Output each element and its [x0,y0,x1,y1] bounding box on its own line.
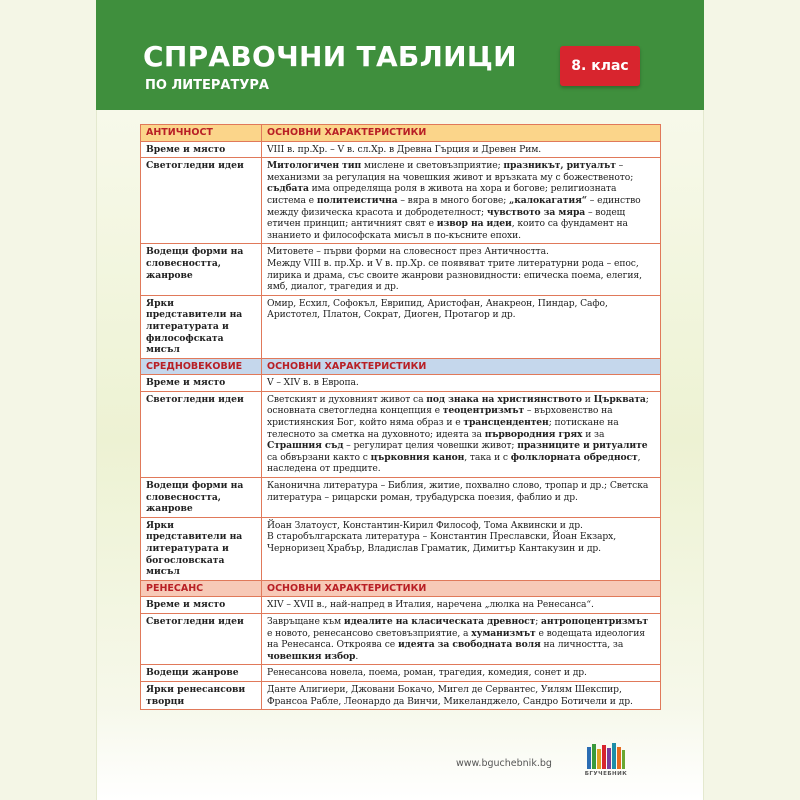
publisher-logo [579,741,633,781]
table-row [141,375,661,392]
row-label: Време и място [141,597,262,614]
row-content: Омир, Есхил, Софокъл, Еврипид, Аристофан, Анакреон, Пиндар, Сафо, Аристотел, Платон, Сократ, Диоген, Протагор и др. [262,295,661,358]
row-label: Водещи форми на словесността, жанрове [141,244,262,295]
section-heading: ОСНОВНИ ХАРАКТЕРИСТИКИ [262,358,661,375]
row-label: Светогледни идеи [141,158,262,244]
section-header-row [141,580,661,597]
row-label: Ярки представители на литературата и богословската мисъл [141,517,262,580]
page-title: СПРАВОЧНИ ТАБЛИЦИ [143,40,517,73]
section-heading: ОСНОВНИ ХАРАКТЕРИСТИКИ [262,125,661,142]
row-label: Водещи жанрове [141,665,262,682]
table-row [141,391,661,477]
row-label: Светогледни идеи [141,613,262,664]
table-row [141,244,661,295]
row-content: Данте Алигиери, Джовани Бокачо, Мигел де Сервантес, Уилям Шекспир, Франсоа Рабле, Леонардо да Винчи, Микеланджело, Сандро Ботичели и др. [262,681,661,709]
row-content: Канонична литература – Библия, житие, похвално слово, тропар и др.; Светска литература – рицарски роман, трубадурска поезия, фаблио и др. [262,478,661,518]
table-row [141,158,661,244]
table-row [141,295,661,358]
row-content: Завръщане към идеалите на класическата древност; антропоцентризмът е новото, ренесансово световъзприятие, а хуманизмът е водещата идеология на Ренесанса. Откроява се идеята за свободната воля на личността, за човешкия избор. [262,613,661,664]
row-content: VIII в. пр.Хр. – V в. сл.Хр. в Древна Гърция и Древен Рим. [262,141,661,158]
section-name: РЕНЕСАНС [141,580,262,597]
row-content: Митовете – първи форми на словесност през Античността. Между VIII в. пр.Хр. и V в. пр.Хр. се появяват трите литературни рода – епос, лирика и драма, със своите жанрови разновидности: епическа поема, елегия, ямб, диалог, трагедия и др. [262,244,661,295]
row-content: XIV – XVII в., най-напред в Италия, наречена „люлка на Ренесанса“. [262,597,661,614]
section-header-row [141,125,661,142]
table-row [141,478,661,518]
row-content: Йоан Златоуст, Константин-Кирил Философ, Тома Аквински и др. В старобългарската литература – Константин Преславски, Йоан Екзарх, Черноризец Храбър, Владислав Граматик, Димитър Кантакузин и др. [262,517,661,580]
row-label: Ярки представители на литературата и философската мисъл [141,295,262,358]
row-content: Митологичен тип мислене и световъзприятие; празникът, ритуалът – механизми за регулация на човешкия живот и връзката му с божественото; съдбата има определяща роля в живота на хора и богове; религиозната система е политеистична – вяра в много богове; „калокагатия“ – единство между физическа красота и добродетелност; чувството за мяра – водещ етичен принцип; античният свят е извор на идеи, които са фундамент на знанието и философската мисъл в по-късните епохи. [262,158,661,244]
table-row [141,597,661,614]
row-label: Ярки ренесансови творци [141,681,262,709]
section-heading: ОСНОВНИ ХАРАКТЕРИСТИКИ [262,580,661,597]
table-row [141,517,661,580]
section-name: АНТИЧНОСТ [141,125,262,142]
section-header-row [141,358,661,375]
books-logo-icon [579,741,633,771]
row-label: Водещи форми на словесността, жанрове [141,478,262,518]
row-content: Ренесансова новела, поема, роман, трагедия, комедия, сонет и др. [262,665,661,682]
page-subtitle: ПО ЛИТЕРАТУРА [145,78,269,93]
footer-url[interactable]: www.bguchebnik.bg [456,758,552,769]
reference-table [140,124,661,710]
row-label: Време и място [141,375,262,392]
row-label: Време и място [141,141,262,158]
row-content: Светският и духовният живот са под знака на християнството и Църквата; основната светогледна концепция е теоцентризмът – върховенство на християнския Бог, който няма образ и е трансцендентен; потискане на телесното за сметка на духовното; идеята за първородния грях и за Страшния съд – регулират целия човешки живот; празниците и ритуалите са обвързани както с църковния канон, така и с фолклорната обредност, наследена от предците. [262,391,661,477]
row-label: Светогледни идеи [141,391,262,477]
table-row [141,665,661,682]
row-content: V – XIV в. в Европа. [262,375,661,392]
section-name: СРЕДНОВЕКОВИЕ [141,358,262,375]
grade-badge: 8. клас [560,46,640,86]
logo-wordmark: БГУЧЕБНИК [584,771,628,777]
table-row [141,141,661,158]
table-row [141,681,661,709]
table-row [141,613,661,664]
